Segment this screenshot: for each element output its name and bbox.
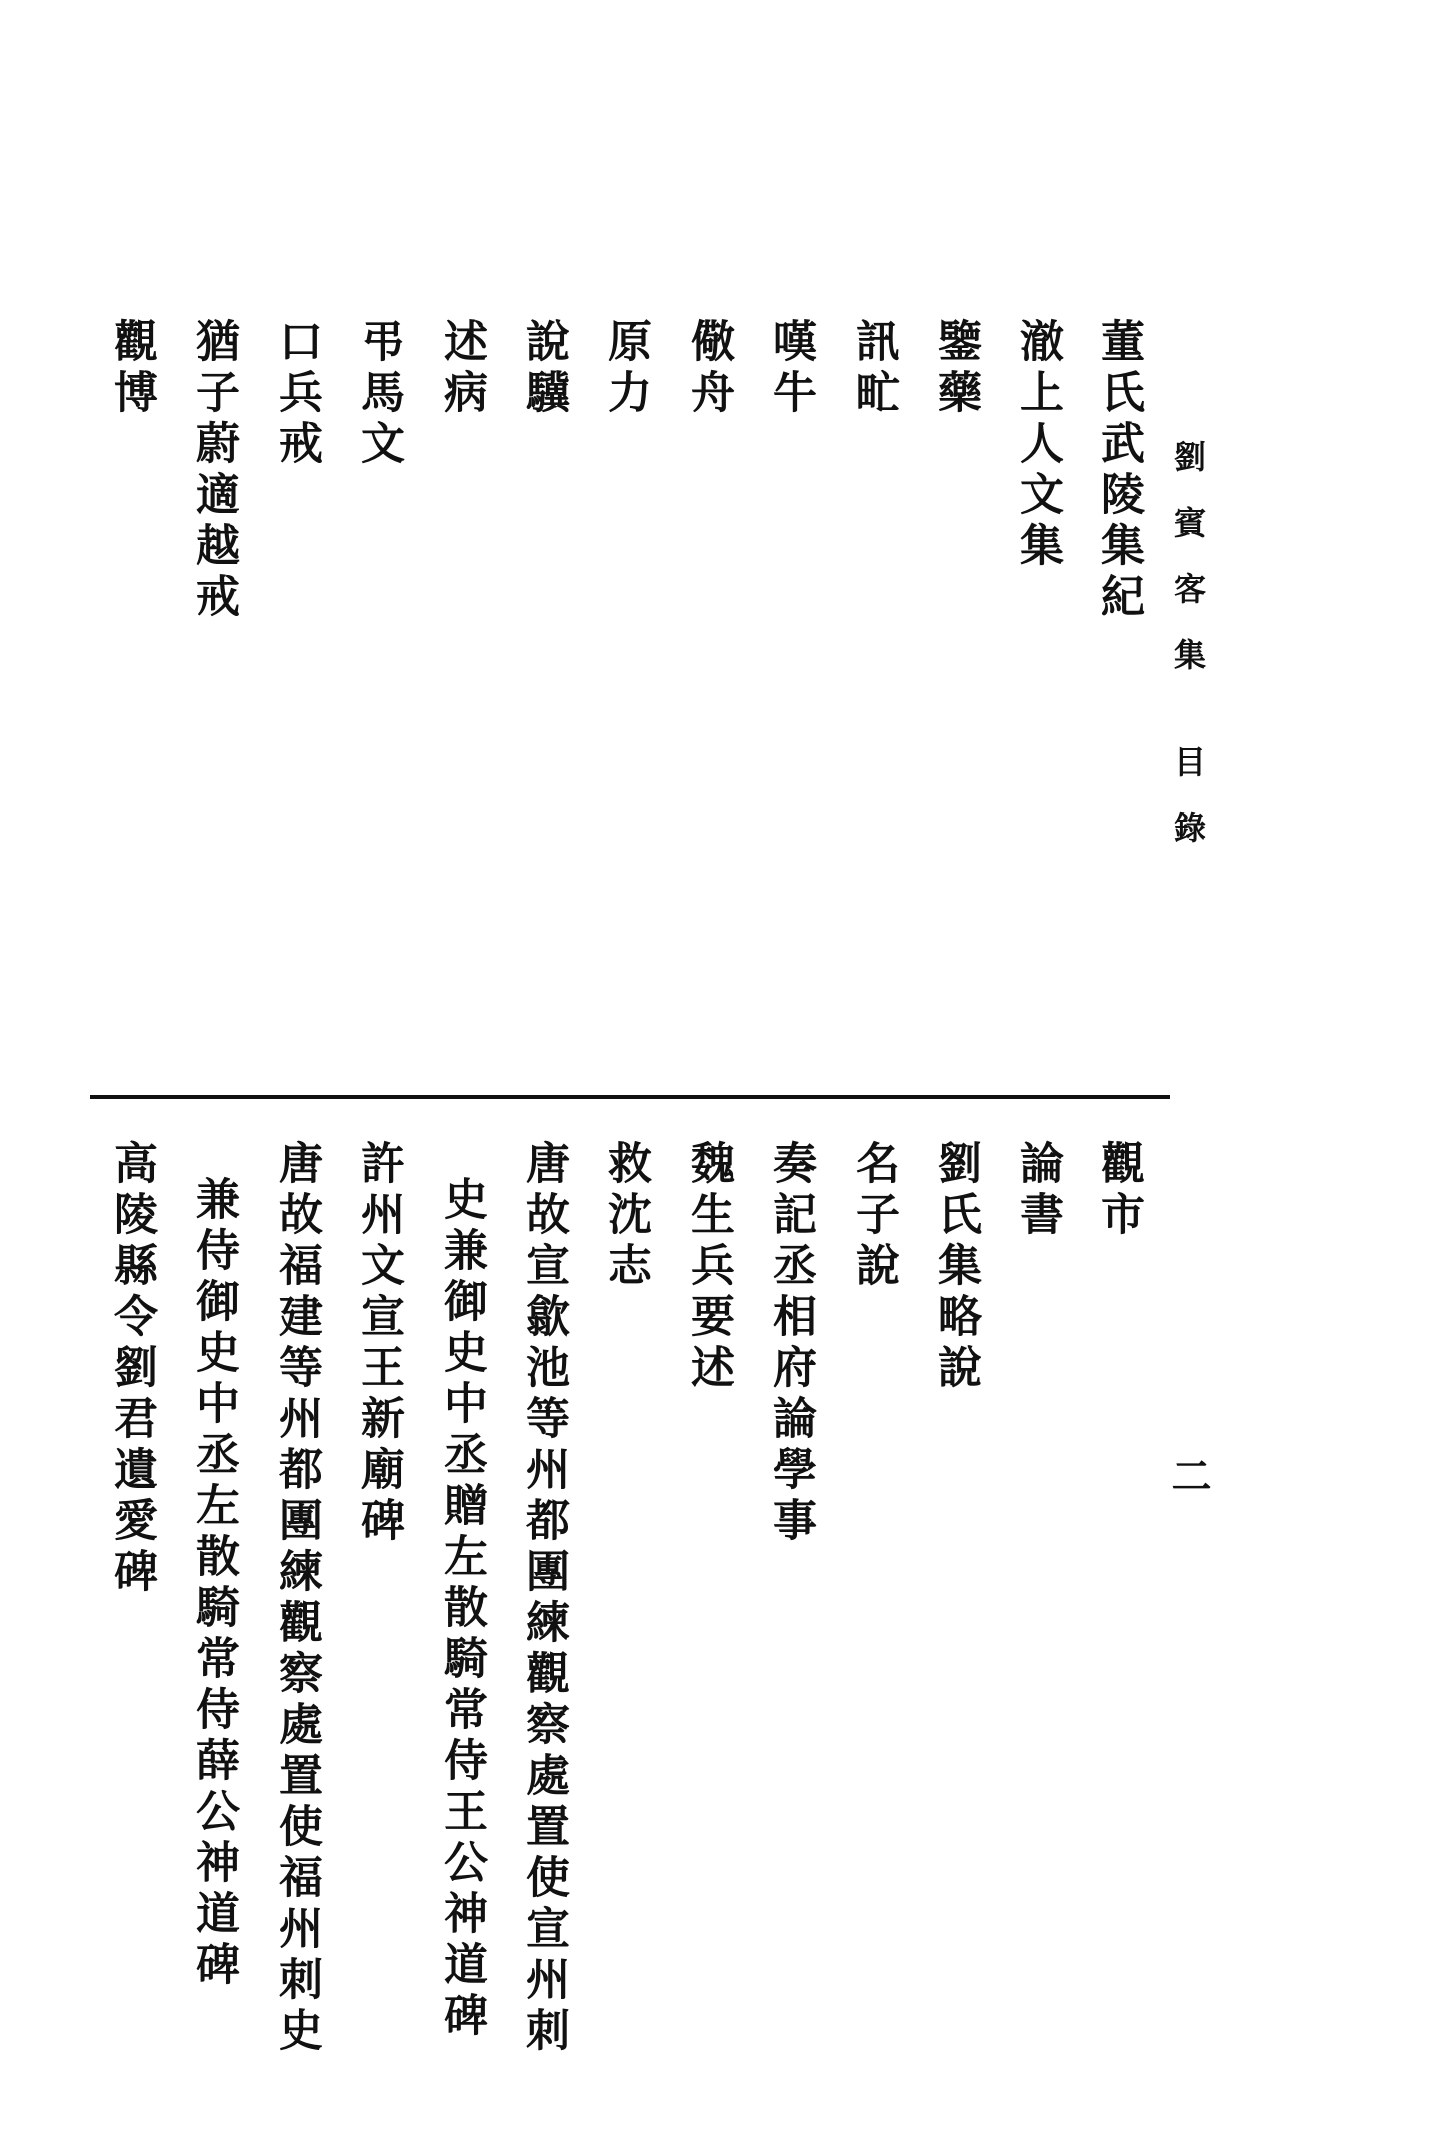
toc-entry-lower-8: 唐故宣歙池等州都團練觀察處置使宣州刺 bbox=[518, 1140, 569, 2058]
toc-entry-upper-3: 鑒藥 bbox=[930, 318, 981, 420]
toc-entry-upper-8: 說驥 bbox=[518, 318, 569, 420]
toc-entry-lower-5: 奏記丞相府論學事 bbox=[765, 1140, 816, 1548]
toc-entry-lower-7: 救沈志 bbox=[600, 1140, 651, 1293]
toc-entry-upper-11: 口兵戒 bbox=[271, 318, 322, 471]
toc-entry-lower-2: 論書 bbox=[1012, 1140, 1063, 1242]
toc-entry-lower-13: 高陵縣令劉君遺愛碑 bbox=[106, 1140, 157, 1599]
toc-entry-lower-12: 兼侍御史中丞左散騎常侍薛公神道碑 bbox=[188, 1176, 239, 1992]
toc-entry-upper-6: 儆舟 bbox=[683, 318, 734, 420]
toc-entry-lower-9: 史兼御史中丞贈左散騎常侍王公神道碑 bbox=[436, 1176, 487, 2043]
toc-entry-upper-2: 澈上人文集 bbox=[1012, 318, 1063, 573]
toc-entry-upper-7: 原力 bbox=[600, 318, 651, 420]
toc-entry-upper-10: 弔馬文 bbox=[353, 318, 404, 471]
toc-entry-lower-11: 唐故福建等州都團練觀察處置使福州刺史 bbox=[271, 1140, 322, 2058]
toc-entry-upper-12: 猶子蔚適越戒 bbox=[188, 318, 239, 624]
page-number: 二 bbox=[1165, 1455, 1212, 1502]
toc-entry-lower-4: 名子說 bbox=[848, 1140, 899, 1293]
toc-entry-lower-1: 觀市 bbox=[1093, 1140, 1144, 1242]
toc-entry-upper-4: 訊甿 bbox=[848, 318, 899, 420]
toc-entry-lower-10: 許州文宣王新廟碑 bbox=[353, 1140, 404, 1548]
toc-entry-upper-13: 觀博 bbox=[106, 318, 157, 420]
toc-entry-upper-1: 董氏武陵集紀 bbox=[1093, 318, 1144, 624]
toc-entry-lower-3: 劉氏集略說 bbox=[930, 1140, 981, 1395]
toc-entry-upper-9: 述病 bbox=[436, 318, 487, 420]
toc-entry-lower-6: 魏生兵要述 bbox=[683, 1140, 734, 1395]
book-title: 劉賓客集 bbox=[1169, 440, 1207, 704]
section-title: 目錄 bbox=[1169, 745, 1207, 877]
toc-entry-upper-5: 嘆牛 bbox=[765, 318, 816, 420]
divider-rule bbox=[90, 1095, 1170, 1099]
